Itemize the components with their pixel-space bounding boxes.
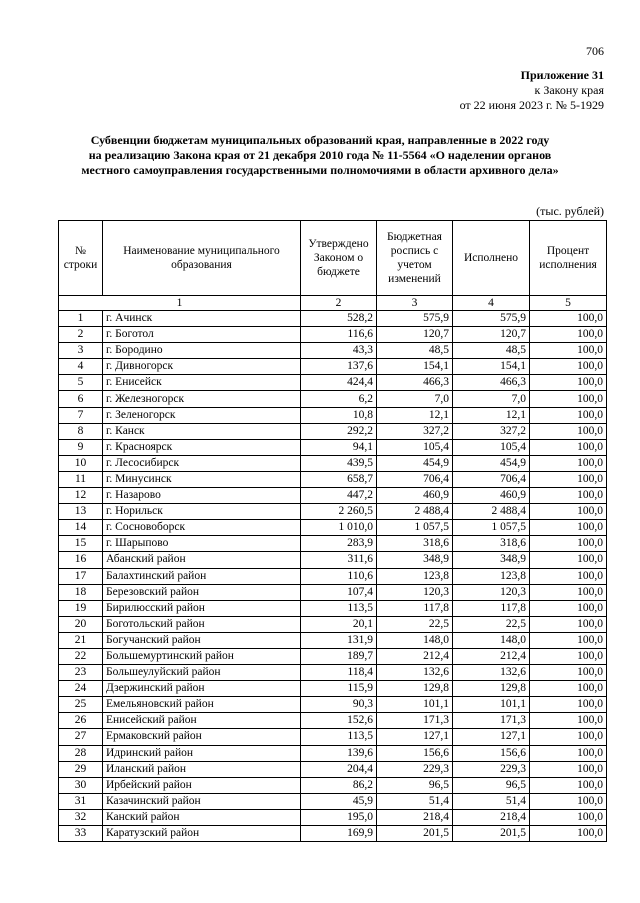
column-number: 1 (59, 296, 301, 311)
cell-approved: 424,4 (301, 375, 377, 391)
cell-executed: 7,0 (453, 391, 530, 407)
table-row (59, 697, 607, 713)
cell-executed: 348,9 (453, 552, 530, 568)
cell-budget-list: 123,8 (377, 568, 453, 584)
cell-percent: 100,0 (530, 665, 607, 681)
cell-executed: 156,6 (453, 745, 530, 761)
cell-row-number: 20 (59, 616, 103, 632)
cell-row-number: 32 (59, 809, 103, 825)
cell-approved: 94,1 (301, 439, 377, 455)
cell-executed: 117,8 (453, 600, 530, 616)
cell-row-number: 15 (59, 536, 103, 552)
cell-executed: 148,0 (453, 632, 530, 648)
table-row (59, 343, 607, 359)
subsidies-table (58, 220, 607, 842)
cell-budget-list: 105,4 (377, 439, 453, 455)
appendix-date: от 22 июня 2023 г. № 5-1929 (459, 98, 604, 112)
cell-approved: 116,6 (301, 327, 377, 343)
cell-budget-list: 117,8 (377, 600, 453, 616)
column-number: 2 (301, 296, 377, 311)
cell-municipality: Канский район (103, 809, 301, 825)
cell-budget-list: 327,2 (377, 423, 453, 439)
document-title-line: Субвенции бюджетам муниципальных образований края, направленные в 2022 году (90, 133, 550, 147)
cell-budget-list: 454,9 (377, 455, 453, 471)
cell-executed: 460,9 (453, 488, 530, 504)
table-row (59, 520, 607, 536)
cell-approved: 204,4 (301, 761, 377, 777)
cell-row-number: 22 (59, 648, 103, 664)
cell-percent: 100,0 (530, 504, 607, 520)
table-row (59, 311, 607, 327)
table-column-numbers (59, 296, 607, 311)
table-row (59, 826, 607, 842)
cell-percent: 100,0 (530, 343, 607, 359)
cell-approved: 152,6 (301, 713, 377, 729)
cell-percent: 100,0 (530, 793, 607, 809)
cell-executed: 154,1 (453, 359, 530, 375)
cell-percent: 100,0 (530, 761, 607, 777)
cell-approved: 113,5 (301, 729, 377, 745)
cell-municipality: Богучанский район (103, 632, 301, 648)
cell-municipality: Енисейский район (103, 713, 301, 729)
cell-municipality: г. Минусинск (103, 471, 301, 487)
cell-executed: 1 057,5 (453, 520, 530, 536)
appendix-title: Приложение 31 (520, 68, 604, 82)
table-row (59, 648, 607, 664)
cell-executed: 22,5 (453, 616, 530, 632)
cell-percent: 100,0 (530, 729, 607, 745)
cell-budget-list: 318,6 (377, 536, 453, 552)
cell-executed: 132,6 (453, 665, 530, 681)
cell-row-number: 31 (59, 793, 103, 809)
cell-row-number: 9 (59, 439, 103, 455)
cell-budget-list: 575,9 (377, 311, 453, 327)
cell-approved: 283,9 (301, 536, 377, 552)
cell-budget-list: 48,5 (377, 343, 453, 359)
header-municipality: Наименование муниципального образования (103, 221, 301, 296)
cell-approved: 20,1 (301, 616, 377, 632)
cell-executed: 218,4 (453, 809, 530, 825)
column-number: 4 (453, 296, 530, 311)
cell-executed: 96,5 (453, 777, 530, 793)
cell-percent: 100,0 (530, 681, 607, 697)
cell-approved: 447,2 (301, 488, 377, 504)
cell-approved: 139,6 (301, 745, 377, 761)
units-label: (тыс. рублей) (536, 204, 604, 218)
cell-row-number: 6 (59, 391, 103, 407)
table-row (59, 504, 607, 520)
cell-percent: 100,0 (530, 455, 607, 471)
cell-municipality: г. Боготол (103, 327, 301, 343)
cell-approved: 2 260,5 (301, 504, 377, 520)
cell-budget-list: 229,3 (377, 761, 453, 777)
cell-percent: 100,0 (530, 375, 607, 391)
cell-executed: 120,7 (453, 327, 530, 343)
table-row (59, 584, 607, 600)
cell-executed: 120,3 (453, 584, 530, 600)
cell-budget-list: 171,3 (377, 713, 453, 729)
cell-approved: 10,8 (301, 407, 377, 423)
cell-row-number: 24 (59, 681, 103, 697)
cell-row-number: 7 (59, 407, 103, 423)
table-row (59, 616, 607, 632)
cell-executed: 706,4 (453, 471, 530, 487)
document-title-line: на реализацию Закона края от 21 декабря 2010 года № 11-5564 «О наделении органов (88, 148, 552, 162)
cell-row-number: 23 (59, 665, 103, 681)
cell-budget-list: 148,0 (377, 632, 453, 648)
table-row (59, 600, 607, 616)
cell-row-number: 25 (59, 697, 103, 713)
cell-budget-list: 12,1 (377, 407, 453, 423)
cell-row-number: 30 (59, 777, 103, 793)
cell-municipality: Березовский район (103, 584, 301, 600)
cell-executed: 575,9 (453, 311, 530, 327)
cell-approved: 107,4 (301, 584, 377, 600)
cell-municipality: Балахтинский район (103, 568, 301, 584)
cell-budget-list: 127,1 (377, 729, 453, 745)
cell-budget-list: 154,1 (377, 359, 453, 375)
cell-approved: 528,2 (301, 311, 377, 327)
cell-executed: 129,8 (453, 681, 530, 697)
cell-percent: 100,0 (530, 471, 607, 487)
cell-approved: 658,7 (301, 471, 377, 487)
cell-percent: 100,0 (530, 327, 607, 343)
table-row (59, 423, 607, 439)
cell-row-number: 13 (59, 504, 103, 520)
cell-municipality: г. Лесосибирск (103, 455, 301, 471)
cell-percent: 100,0 (530, 584, 607, 600)
cell-municipality: г. Енисейск (103, 375, 301, 391)
table-row (59, 327, 607, 343)
cell-municipality: Абанский район (103, 552, 301, 568)
cell-executed: 318,6 (453, 536, 530, 552)
cell-municipality: Ирбейский район (103, 777, 301, 793)
page-number: 706 (586, 44, 604, 58)
cell-municipality: Большеулуйский район (103, 665, 301, 681)
cell-row-number: 5 (59, 375, 103, 391)
cell-budget-list: 706,4 (377, 471, 453, 487)
cell-percent: 100,0 (530, 648, 607, 664)
cell-row-number: 3 (59, 343, 103, 359)
table-row (59, 568, 607, 584)
cell-percent: 100,0 (530, 488, 607, 504)
cell-budget-list: 218,4 (377, 809, 453, 825)
cell-percent: 100,0 (530, 311, 607, 327)
cell-approved: 86,2 (301, 777, 377, 793)
cell-row-number: 33 (59, 826, 103, 842)
cell-executed: 51,4 (453, 793, 530, 809)
cell-approved: 195,0 (301, 809, 377, 825)
cell-row-number: 12 (59, 488, 103, 504)
table-row (59, 713, 607, 729)
table-row (59, 665, 607, 681)
cell-approved: 189,7 (301, 648, 377, 664)
cell-percent: 100,0 (530, 520, 607, 536)
cell-executed: 101,1 (453, 697, 530, 713)
table-row (59, 407, 607, 423)
cell-municipality: г. Сосновоборск (103, 520, 301, 536)
cell-percent: 100,0 (530, 777, 607, 793)
cell-budget-list: 129,8 (377, 681, 453, 697)
cell-percent: 100,0 (530, 745, 607, 761)
table-row (59, 681, 607, 697)
cell-approved: 292,2 (301, 423, 377, 439)
cell-approved: 90,3 (301, 697, 377, 713)
cell-approved: 311,6 (301, 552, 377, 568)
cell-budget-list: 51,4 (377, 793, 453, 809)
column-number: 5 (530, 296, 607, 311)
cell-approved: 131,9 (301, 632, 377, 648)
table-row (59, 729, 607, 745)
cell-approved: 439,5 (301, 455, 377, 471)
table-row (59, 793, 607, 809)
cell-municipality: Боготольский район (103, 616, 301, 632)
cell-percent: 100,0 (530, 697, 607, 713)
cell-row-number: 16 (59, 552, 103, 568)
cell-percent: 100,0 (530, 600, 607, 616)
cell-row-number: 27 (59, 729, 103, 745)
cell-approved: 118,4 (301, 665, 377, 681)
table-row (59, 777, 607, 793)
cell-municipality: г. Назарово (103, 488, 301, 504)
cell-executed: 12,1 (453, 407, 530, 423)
cell-municipality: Иланский район (103, 761, 301, 777)
cell-row-number: 21 (59, 632, 103, 648)
cell-percent: 100,0 (530, 439, 607, 455)
cell-percent: 100,0 (530, 423, 607, 439)
cell-budget-list: 132,6 (377, 665, 453, 681)
cell-municipality: Каратузский район (103, 826, 301, 842)
cell-municipality: Идринский район (103, 745, 301, 761)
column-number: 3 (377, 296, 453, 311)
cell-row-number: 26 (59, 713, 103, 729)
cell-approved: 6,2 (301, 391, 377, 407)
cell-municipality: г. Железногорск (103, 391, 301, 407)
cell-approved: 137,6 (301, 359, 377, 375)
cell-executed: 454,9 (453, 455, 530, 471)
cell-municipality: г. Красноярск (103, 439, 301, 455)
cell-municipality: г. Дивногорск (103, 359, 301, 375)
cell-executed: 123,8 (453, 568, 530, 584)
cell-percent: 100,0 (530, 809, 607, 825)
cell-executed: 127,1 (453, 729, 530, 745)
cell-municipality: Большемуртинский район (103, 648, 301, 664)
cell-row-number: 2 (59, 327, 103, 343)
cell-budget-list: 22,5 (377, 616, 453, 632)
cell-budget-list: 156,6 (377, 745, 453, 761)
cell-municipality: г. Ачинск (103, 311, 301, 327)
cell-approved: 43,3 (301, 343, 377, 359)
table-row (59, 375, 607, 391)
header-approved: Утверждено Законом о бюджете (301, 221, 377, 296)
cell-executed: 171,3 (453, 713, 530, 729)
cell-budget-list: 96,5 (377, 777, 453, 793)
cell-approved: 113,5 (301, 600, 377, 616)
cell-municipality: г. Бородино (103, 343, 301, 359)
table-row (59, 536, 607, 552)
cell-municipality: Бирилюсский район (103, 600, 301, 616)
appendix-block (460, 68, 604, 113)
header-executed: Исполнено (453, 221, 530, 296)
cell-approved: 1 010,0 (301, 520, 377, 536)
cell-budget-list: 466,3 (377, 375, 453, 391)
cell-municipality: Казачинский район (103, 793, 301, 809)
cell-executed: 201,5 (453, 826, 530, 842)
cell-row-number: 28 (59, 745, 103, 761)
cell-executed: 48,5 (453, 343, 530, 359)
cell-row-number: 10 (59, 455, 103, 471)
cell-municipality: Ермаковский район (103, 729, 301, 745)
cell-municipality: г. Зеленогорск (103, 407, 301, 423)
cell-approved: 115,9 (301, 681, 377, 697)
cell-municipality: г. Шарыпово (103, 536, 301, 552)
cell-percent: 100,0 (530, 632, 607, 648)
cell-executed: 105,4 (453, 439, 530, 455)
cell-budget-list: 2 488,4 (377, 504, 453, 520)
table-header-row (59, 221, 607, 296)
table-row (59, 359, 607, 375)
cell-row-number: 1 (59, 311, 103, 327)
cell-percent: 100,0 (530, 826, 607, 842)
cell-budget-list: 7,0 (377, 391, 453, 407)
cell-budget-list: 1 057,5 (377, 520, 453, 536)
table-row (59, 471, 607, 487)
cell-municipality: г. Норильск (103, 504, 301, 520)
table-row (59, 439, 607, 455)
table-row (59, 552, 607, 568)
header-percent: Процент исполнения (530, 221, 607, 296)
cell-row-number: 8 (59, 423, 103, 439)
header-budget-list: Бюджетная роспись с учетом изменений (377, 221, 453, 296)
table-row (59, 488, 607, 504)
cell-budget-list: 101,1 (377, 697, 453, 713)
cell-row-number: 11 (59, 471, 103, 487)
cell-approved: 110,6 (301, 568, 377, 584)
table-row (59, 809, 607, 825)
cell-budget-list: 212,4 (377, 648, 453, 664)
cell-executed: 212,4 (453, 648, 530, 664)
cell-executed: 466,3 (453, 375, 530, 391)
cell-percent: 100,0 (530, 616, 607, 632)
cell-municipality: Емельяновский район (103, 697, 301, 713)
cell-percent: 100,0 (530, 359, 607, 375)
table-row (59, 455, 607, 471)
cell-row-number: 4 (59, 359, 103, 375)
cell-budget-list: 120,7 (377, 327, 453, 343)
cell-percent: 100,0 (530, 568, 607, 584)
cell-executed: 327,2 (453, 423, 530, 439)
cell-budget-list: 201,5 (377, 826, 453, 842)
cell-municipality: Дзержинский район (103, 681, 301, 697)
cell-percent: 100,0 (530, 713, 607, 729)
cell-approved: 169,9 (301, 826, 377, 842)
cell-row-number: 18 (59, 584, 103, 600)
cell-budget-list: 120,3 (377, 584, 453, 600)
cell-executed: 229,3 (453, 761, 530, 777)
header-row-number: № строки (59, 221, 103, 296)
cell-municipality: г. Канск (103, 423, 301, 439)
cell-budget-list: 460,9 (377, 488, 453, 504)
cell-percent: 100,0 (530, 391, 607, 407)
table-row (59, 632, 607, 648)
cell-percent: 100,0 (530, 552, 607, 568)
table-row (59, 391, 607, 407)
table-body (59, 311, 607, 842)
document-title-line: местного самоуправления государственными полномочиями в области архивного дела» (81, 163, 559, 177)
cell-row-number: 19 (59, 600, 103, 616)
cell-budget-list: 348,9 (377, 552, 453, 568)
appendix-law: к Закону края (534, 83, 604, 97)
document-title (40, 133, 600, 178)
cell-percent: 100,0 (530, 407, 607, 423)
cell-row-number: 29 (59, 761, 103, 777)
cell-approved: 45,9 (301, 793, 377, 809)
table-row (59, 761, 607, 777)
cell-percent: 100,0 (530, 536, 607, 552)
cell-executed: 2 488,4 (453, 504, 530, 520)
cell-row-number: 14 (59, 520, 103, 536)
table-row (59, 745, 607, 761)
cell-row-number: 17 (59, 568, 103, 584)
